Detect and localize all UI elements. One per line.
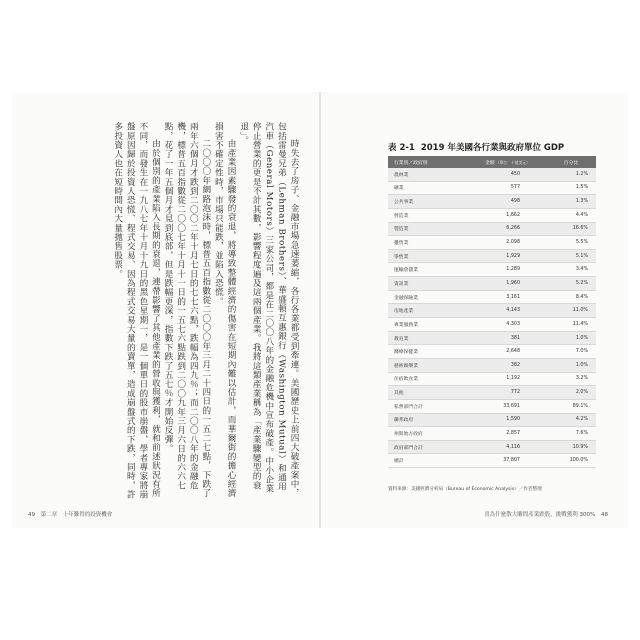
cell-percent: 11.4%: [546, 318, 596, 332]
cell-industry: 教育業: [388, 331, 469, 345]
cell-percent: 2.0%: [546, 386, 596, 400]
book-spread: [12, 92, 628, 528]
table-source-note: 資料來源：美國經濟分析局（Bureau of Economic Analysis）／作者整理: [388, 487, 542, 492]
cell-percent: 5.5%: [546, 236, 596, 250]
table-row: [388, 181, 596, 195]
cell-industry: 政府部門合計: [388, 440, 469, 454]
cell-amount: 382: [469, 358, 546, 372]
cell-amount: 4,303: [469, 318, 546, 332]
cell-amount: 4,116: [469, 440, 546, 454]
cell-amount: 772: [469, 386, 546, 400]
cell-percent: 16.6%: [546, 222, 596, 236]
cell-amount: 2,098: [469, 236, 546, 250]
table-row: [388, 331, 596, 345]
cell-amount: 37,807: [469, 454, 546, 468]
table-number: 表 2-1: [388, 143, 415, 153]
cell-industry: 資訊業: [388, 277, 469, 291]
table-row: [388, 290, 596, 304]
table-title: [388, 141, 564, 153]
left-page-number: 49: [28, 512, 35, 518]
right-book-title: 喜為什麼散大雕問產業跌股，挑戰獲利 300%: [484, 512, 596, 518]
cell-amount: 1,929: [469, 249, 546, 263]
cell-amount: 2,857: [469, 427, 546, 441]
table-body: [388, 168, 596, 468]
cell-amount: 1,662: [469, 208, 546, 222]
cell-industry: 房地產業: [388, 304, 469, 318]
cell-amount: 33,691: [469, 399, 546, 413]
table-row: [388, 399, 596, 413]
cell-industry: 總計: [388, 454, 469, 468]
cell-percent: 8.4%: [546, 290, 596, 304]
body-paragraph: 時失去了房子、金融市場急速萎縮，各行各業都受到牽連。美國歷史上前四大破產案中，包括雷曼兄弟（Lehman Brothers）、華盛頓互惠銀行（Washington Mutual）和通用汽車（General Motors）三家公司，都是在二〇〇八年的金融危機中宣布破產。中小企業停止營業的更是不計其數，影響程度遍及這兩個產業。我將這類產業稱為「產業驟變型的衰退」。: [238, 122, 299, 498]
left-page: [12, 92, 320, 528]
cell-percent: 7.0%: [546, 345, 596, 359]
cell-percent: 3.4%: [546, 263, 596, 277]
table-row: [388, 358, 596, 372]
cell-industry: 營造業: [388, 208, 469, 222]
vertical-body-text: [42, 122, 300, 500]
cell-percent: 3.2%: [546, 372, 596, 386]
header-amount-unit: （單位：十億美元）: [495, 159, 530, 165]
cell-percent: 5.2%: [546, 277, 596, 291]
table-row: [388, 304, 596, 318]
table-caption: 2019 年美國各行業與政府單位 GDP: [420, 143, 565, 153]
table-row: [388, 454, 596, 468]
cell-amount: 381: [469, 331, 546, 345]
cell-percent: 10.9%: [546, 440, 596, 454]
right-page: [320, 92, 628, 528]
cell-percent: 4.4%: [546, 208, 596, 222]
table-row: [388, 318, 596, 332]
cell-amount: 6,266: [469, 222, 546, 236]
cell-percent: 11.0%: [546, 304, 596, 318]
left-page-footer: [28, 510, 116, 518]
cell-amount: 2,648: [469, 345, 546, 359]
cell-industry: 礦業: [388, 181, 469, 195]
cell-industry: 聯邦政府: [388, 413, 469, 427]
body-paragraph: 二〇〇〇年網路泡沫時，標普五百指數從二〇〇〇年三月二十四日的一五二七點，下跌了兩年六個月才跌到二〇〇二年十月七日的七七六點，跌幅為四九％；而二〇〇八年的金融危機，標普五百指數從二〇〇七年十月十一日的一五七六點跌到二〇〇九年三月六日的六六七點，花了一年五個月才見到底部，但是跌幅更深，指數下跌了五七％才開始反彈。: [163, 122, 211, 498]
cell-industry: 州與地方政府: [388, 427, 469, 441]
table-row: [388, 386, 596, 400]
cell-amount: 1,192: [469, 372, 546, 386]
cell-percent: 89.1%: [546, 399, 596, 413]
header-industry: 行業別／政府別: [388, 156, 469, 168]
cell-amount: 1,960: [469, 277, 546, 291]
cell-percent: 4.2%: [546, 413, 596, 427]
cell-industry: 專業服務業: [388, 318, 469, 332]
cell-industry: 住宿飲食業: [388, 372, 469, 386]
body-paragraph: 由於個別的產業陷入長期的衰退，連帶影響了其他產業的營收與獲利，就和前述狀況有所不同，而發生在一九八七年十月十九日的黑色星期一，是一個單日的股市崩盤，學者專家將崩盤原因歸於投資人恐慌、程式交易、因為程式交易大量的賣單，造成崩盤式的下跌，同時，許多投資人也在短時間內大量拋售股票。: [112, 122, 161, 500]
cell-percent: 1.0%: [546, 331, 596, 345]
cell-percent: 5.1%: [546, 249, 596, 263]
gdp-table: [388, 156, 596, 468]
right-page-number: 48: [601, 512, 608, 518]
cell-industry: 金融保險業: [388, 290, 469, 304]
header-percent: 百分比: [546, 156, 596, 168]
cell-amount: 1,289: [469, 263, 546, 277]
header-amount-label: 金額: [485, 160, 495, 166]
table-row: [388, 236, 596, 250]
table-row: [388, 372, 596, 386]
table-row: [388, 249, 596, 263]
left-chapter-title: 第二章 十年難得的投資機會: [40, 512, 113, 518]
table-row: [388, 440, 596, 454]
table-row: [388, 427, 596, 441]
table-row: [388, 222, 596, 236]
cell-amount: 450: [469, 168, 546, 181]
cell-percent: 1.0%: [546, 358, 596, 372]
cell-amount: 577: [469, 181, 546, 195]
cell-industry: 零售業: [388, 249, 469, 263]
cell-industry: 藝術娛樂業: [388, 358, 469, 372]
table-row: [388, 345, 596, 359]
right-page-footer: [484, 510, 612, 518]
table-row: [388, 195, 596, 209]
table-row: [388, 413, 596, 427]
body-paragraph: 由產業因素驟發的衰退，將導致整體經濟的傷害在短期內難以估計，而華爾街的擔心經濟損害不確定性時，市場只能跌，並陷入恐慌。: [213, 122, 237, 498]
table-row: [388, 277, 596, 291]
cell-industry: 農林業: [388, 168, 469, 181]
cell-industry: 躉售業: [388, 236, 469, 250]
table-row: [388, 263, 596, 277]
cell-percent: 1.3%: [546, 195, 596, 209]
cell-industry: 公共事業: [388, 195, 469, 209]
cell-industry: 製造業: [388, 222, 469, 236]
cell-amount: 498: [469, 195, 546, 209]
cell-industry: 運輸倉儲業: [388, 263, 469, 277]
cell-percent: 1.5%: [546, 181, 596, 195]
table-row: [388, 168, 596, 181]
cell-amount: 1,590: [469, 413, 546, 427]
cell-amount: 4,143: [469, 304, 546, 318]
table-header-row: [388, 156, 596, 168]
cell-industry: 私營部門合計: [388, 399, 469, 413]
cell-amount: 3,161: [469, 290, 546, 304]
cell-percent: 7.6%: [546, 427, 596, 441]
table-row: [388, 208, 596, 222]
cell-percent: 100.0%: [546, 454, 596, 468]
cell-percent: 1.2%: [546, 168, 596, 181]
header-amount: [469, 156, 546, 168]
cell-industry: 醫療保健業: [388, 345, 469, 359]
cell-industry: 其他: [388, 386, 469, 400]
